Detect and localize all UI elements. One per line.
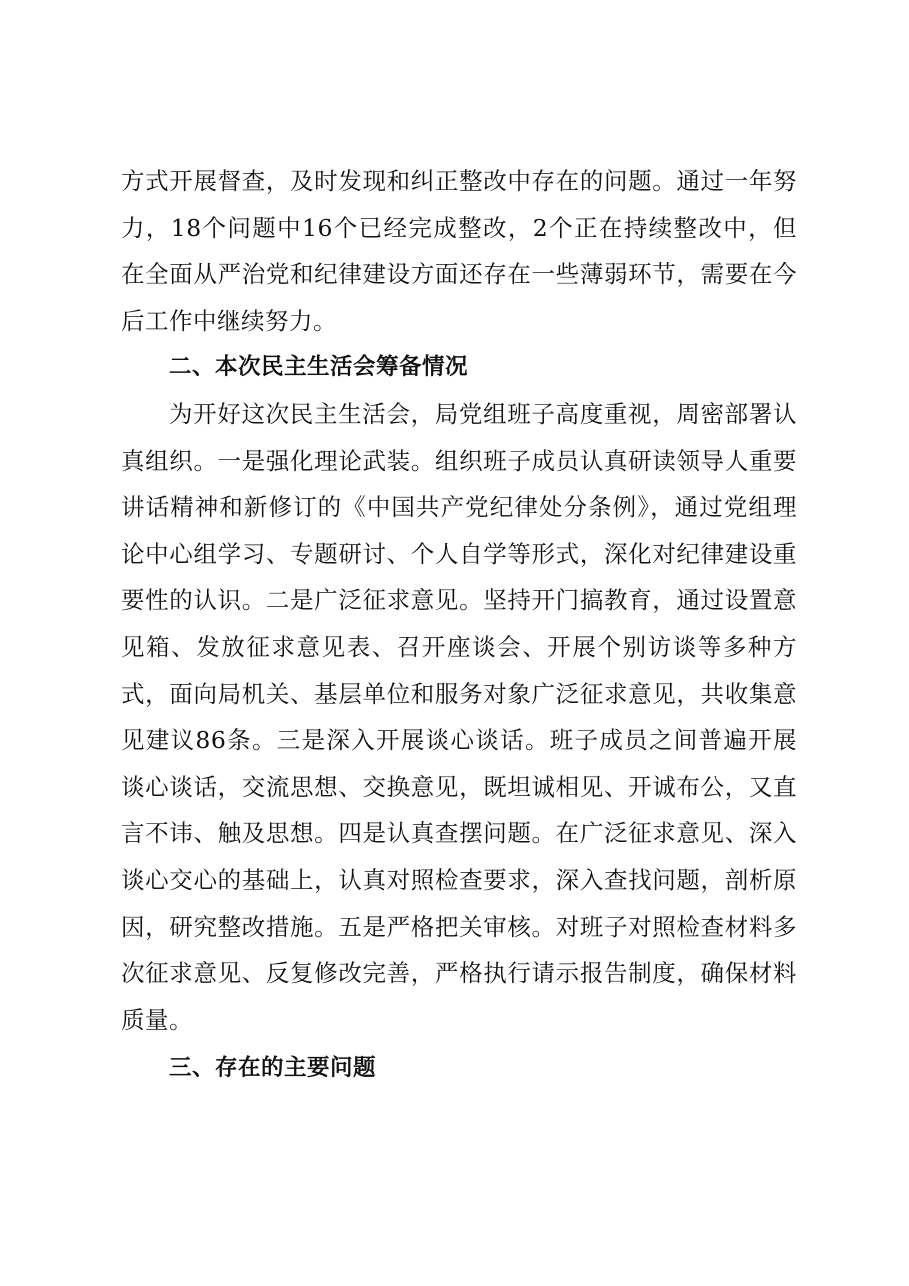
section-heading-problems: 三、存在的主要问题: [169, 1055, 377, 1082]
section-heading-preparation: 二、本次民主生活会筹备情况: [169, 354, 469, 381]
paragraph-continued: 方式开展督查，及时发现和纠正整改中存在的问题。通过一年努力，18个问题中16个已经完成整改，2个正在持续整改中，但在全面从严治党和纪律建设方面还存在一些薄弱环节，需要在今后工作中继续努力。: [121, 167, 797, 335]
paragraph-preparation: 为开好这次民主生活会，局党组班子高度重视，周密部署认真组织。一是强化理论武装。组织班子成员认真研读领导人重要讲话精神和新修订的《中国共产党纪律处分条例》，通过党组理论中心组学习、专题研讨、个人自学等形式，深化对纪律建设重要性的认识。二是广泛征求意见。坚持开门搞教育，通过设置意见箱、发放征求意见表、召开座谈会、开展个别访谈等多种方式，面向局机关、基层单位和服务对象广泛征求意见，共收集意见建议86条。三是深入开展谈心谈话。班子成员之间普遍开展谈心谈话，交流思想、交换意见，既坦诚相见、开诚布公，又直言不讳、触及思想。四是认真查摆问题。在广泛征求意见、深入谈心交心的基础上，认真对照检查要求，深入查找问题，剖析原因，研究整改措施。五是严格把关审核。对班子对照检查材料多次征求意见、反复修改完善，严格执行请示报告制度，确保材料质量。: [121, 399, 797, 1034]
document-body: [121, 158, 797, 1092]
